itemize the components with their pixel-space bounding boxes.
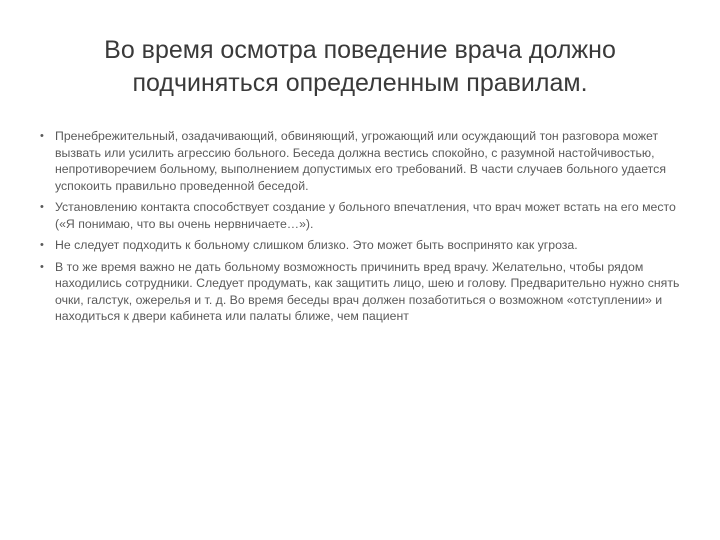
bullet-item — [40, 237, 688, 254]
bullet-text: Установлению контакта способствует создание у больного впечатления, что врач может встать на его место («Я понимаю, что вы очень нервничаете…»). — [55, 200, 676, 231]
bullet-text: Пренебрежительный, озадачивающий, обвиняющий, угрожающий или осуждающий тон разговора может вызвать или усилить агрессию больного. Беседа должна вестись спокойно, с разумной настойчивостью, непротиворечием больному, выполнением допустимых его требований. В части случаев больного удается успокоить правильно проведенной беседой. — [55, 129, 666, 193]
bullet-dot-icon: • — [40, 201, 44, 213]
bullet-dot-icon: • — [40, 130, 44, 142]
bullet-text: В то же время важно не дать больному возможность причинить вред врачу. Желательно, чтобы рядом находились сотрудники. Следует продумать, как защитить лицо, шею и голову. Предварительно нужно снять очки, галстук, ожерелья и т. д. Во время беседы врач должен позаботиться о возможном «отступлении» и находиться к двери кабинета или палаты ближе, чем пациент — [55, 259, 680, 323]
bullet-item — [40, 259, 688, 325]
bullet-list — [40, 128, 688, 330]
bullet-text: Не следует подходить к больному слишком близко. Это может быть воспринято как угроза. — [55, 238, 578, 252]
bullet-item — [40, 128, 688, 194]
slide-title: Во время осмотра поведение врача должно подчиняться определенным правилам. — [104, 36, 616, 97]
bullet-dot-icon: • — [40, 260, 44, 273]
bullet-item — [40, 199, 688, 232]
bullet-dot-icon: • — [40, 239, 44, 251]
